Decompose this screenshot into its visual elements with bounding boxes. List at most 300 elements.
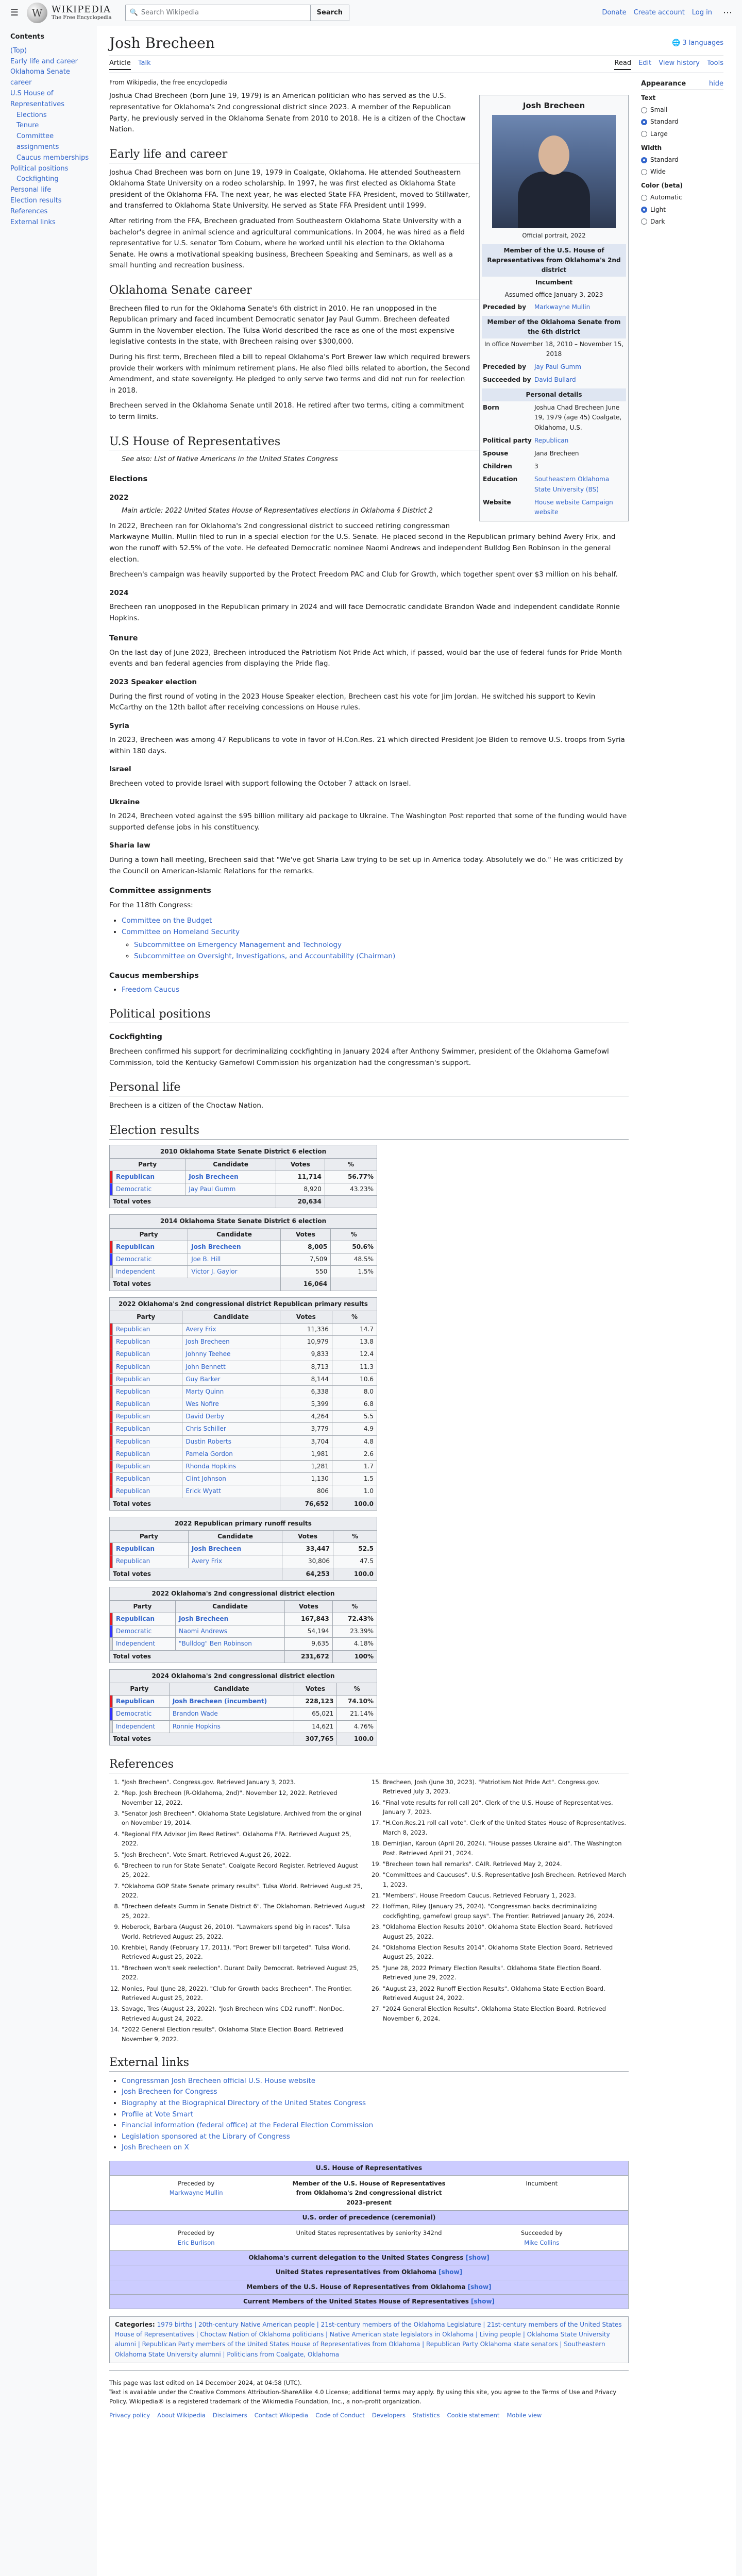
reference-item[interactable]: 3. "Senator Josh Brecheen". Oklahoma State Legislature. Archived from the original on November 19, 2014.: [122, 1809, 367, 1828]
candidate-cell[interactable]: Joe B. Hill: [188, 1253, 280, 1266]
succession-role: Member of the U.S. House of Representatives from Oklahoma's 2nd congressional district 2023–present: [292, 2180, 446, 2206]
table-row: [110, 1361, 377, 1373]
infobox-preceded-label-2: Preceded by: [483, 363, 527, 370]
column-header: Votes: [294, 1683, 336, 1696]
create-account-link[interactable]: Create account: [633, 8, 685, 16]
search-input[interactable]: [125, 5, 311, 21]
paragraph: For the 118th Congress:: [109, 901, 193, 910]
paragraph: Joshua Chad Brecheen was born on June 19, 1979 in Coalgate, Oklahoma. He attended Southeastern Oklahoma State University on a rodeo scholarship. In 1997, he was first elected as Oklahoma State president of the Oklahoma FFA. The next year, he was elected State FFA President, moved to Stillwater, and transferred to Oklahoma State University. He served as State FFA President until 1999.: [109, 168, 470, 210]
navbox-title: United States representatives from Oklahoma: [275, 2268, 436, 2276]
navbox-bar[interactable]: [110, 2265, 628, 2279]
party-cell[interactable]: Independent: [113, 1266, 188, 1278]
party-cell[interactable]: Democratic: [113, 1253, 188, 1266]
table-row: [110, 1253, 377, 1266]
candidate-cell[interactable]: "Bulldog" Ben Robinson: [175, 1638, 284, 1650]
candidate-cell[interactable]: Jay Paul Gumm: [185, 1183, 276, 1196]
text-size-title: Text: [641, 94, 656, 101]
reference-item[interactable]: 6. "Brecheen to run for State Senate". Coalgate Record Register. Retrieved August 25, 2022.: [122, 1861, 367, 1880]
percent-cell: 48.5%: [331, 1253, 377, 1266]
table-header-row: [110, 1530, 377, 1543]
reference-item[interactable]: 19. "Brecheen town hall remarks". CAIR. Retrieved May 2, 2024.: [383, 1859, 629, 1869]
total-votes: 20,634: [276, 1196, 325, 1208]
table-row: [110, 1485, 377, 1498]
total-label: Total votes: [110, 1196, 276, 1208]
main-menu-icon[interactable]: ☰: [10, 7, 19, 18]
column-header: Party: [110, 1311, 182, 1323]
toc-item-committees[interactable]: Committee assignments: [16, 132, 59, 151]
reference-item[interactable]: 11. "Brecheen won't seek reelection". Durant Daily Democrat. Retrieved August 25, 2022.: [122, 1963, 367, 1982]
total-row: [110, 1568, 377, 1580]
toc-item-elections[interactable]: Elections: [16, 111, 47, 119]
committee-link[interactable]: Subcommittee on Emergency Management and Technology: [134, 941, 342, 950]
show-toggle[interactable]: [show]: [439, 2268, 463, 2276]
candidate-cell[interactable]: Naomi Andrews: [175, 1625, 284, 1638]
percent-cell: 4.18%: [332, 1638, 377, 1650]
candidate-cell[interactable]: Josh Brecheen: [175, 1613, 284, 1625]
option-label: Wide: [650, 168, 666, 176]
candidate-cell[interactable]: John Bennett: [182, 1361, 280, 1373]
reference-item[interactable]: 2. "Rep. Josh Brecheen (R-Oklahoma, 2nd)". November 12, 2022. Retrieved November 12, 2022.: [122, 1788, 367, 1807]
candidate-cell[interactable]: Josh Brecheen: [188, 1241, 280, 1253]
reference-item[interactable]: 27. "2024 General Election Results". Oklahoma State Election Board. Retrieved November 6, 2024.: [383, 2004, 629, 2023]
reference-item[interactable]: 24. "Oklahoma Election Results 2014". Oklahoma State Election Board. Retrieved August 25, 2022.: [383, 1943, 629, 1962]
reference-item[interactable]: 13. Savage, Tres (August 23, 2022). "Josh Brecheen wins CD2 runoff". NonDoc. Retrieved August 24, 2022.: [122, 2004, 367, 2023]
infobox-value[interactable]: Republican: [534, 436, 569, 444]
percent-cell: 1.5%: [331, 1266, 377, 1278]
tab-view-history[interactable]: View history: [659, 59, 700, 67]
search-icon: 🔍: [129, 8, 138, 16]
infobox-preceded-2[interactable]: Jay Paul Gumm: [534, 363, 581, 370]
list-item: [122, 2087, 629, 2098]
party-cell[interactable]: Republican: [113, 1373, 182, 1385]
election-caption: 2022 Republican primary runoff results: [109, 1517, 377, 1530]
tab-read[interactable]: Read: [614, 58, 631, 70]
total-label: Total votes: [110, 1733, 294, 1745]
last-edited: This page was last edited on 14 December 2024, at 04:58 (UTC).: [109, 2379, 302, 2386]
column-header: %: [337, 1683, 377, 1696]
navbox-bar[interactable]: [110, 2250, 628, 2265]
party-cell[interactable]: Democratic: [113, 1625, 176, 1638]
external-link[interactable]: Josh Brecheen on X: [122, 2143, 189, 2152]
footer-link[interactable]: Code of Conduct: [315, 2411, 365, 2419]
party-cell[interactable]: Republican: [113, 1348, 182, 1361]
total-label: Total votes: [110, 1568, 282, 1580]
subsection-syria: Syria: [109, 721, 129, 730]
subsection-cockfighting: Cockfighting: [109, 1032, 162, 1041]
radio-icon: [641, 169, 647, 175]
reference-item[interactable]: 26. "August 23, 2022 Runoff Election Results". Oklahoma State Election Board. Retrieved August 24, 2022.: [383, 1984, 629, 2003]
tab-edit[interactable]: Edit: [638, 59, 652, 67]
candidate-cell[interactable]: Clint Johnson: [182, 1473, 280, 1485]
candidate-cell[interactable]: Johnny Teehee: [182, 1348, 280, 1361]
color-dark-option[interactable]: [641, 217, 723, 227]
reference-item[interactable]: 18. Demirjian, Karoun (April 20, 2024). "House passes Ukraine aid". The Washington Post. Retrieved April 21, 2024.: [383, 1839, 629, 1858]
option-label: Large: [650, 130, 668, 138]
infobox-office: Member of the U.S. House of Representatives from Oklahoma's 2nd district: [482, 244, 626, 277]
table-header-row: [110, 1158, 377, 1171]
votes-cell: 6,338: [280, 1385, 332, 1398]
search-placeholder: Search Wikipedia: [141, 8, 199, 16]
category-list[interactable]: 1979 births | 20th-century Native American people | 21st-century members of the Oklahoma Legislature | 21st-century members of the United States House of Representatives | Choctaw Nation of Oklahoma politicians | Native American state legislators in Oklahoma | Living people | Oklahoma State University alumni | Republican Party members of the United States House of Representatives from Oklahoma | Republican Party Oklahoma state senators | Southeastern Oklahoma State University alumni | Politicians from Coalgate, Oklahoma: [115, 2320, 622, 2358]
column-header: Votes: [280, 1228, 330, 1241]
candidate-cell[interactable]: Josh Brecheen: [182, 1336, 280, 1348]
column-header: Candidate: [169, 1683, 294, 1696]
party-cell[interactable]: Independent: [113, 1720, 170, 1733]
list-item: [122, 916, 629, 927]
column-header: Party: [110, 1683, 170, 1696]
paragraph: In 2022, Brecheen ran for Oklahoma's 2nd congressional district to succeed retiring congressman Markwayne Mullin. Mullin filed to run in a special election for the U.S. Senate. He placed second in the Republican primary behind Avery Frix, and won the runoff with 52.5% of the vote. He defeated Democratic nominee Naomi Andrews and independent Bulldog Ben Robinson in the general election.: [109, 521, 616, 564]
tab-talk[interactable]: Talk: [138, 59, 151, 67]
infobox-preceded[interactable]: Markwayne Mullin: [534, 303, 591, 311]
hide-button[interactable]: hide: [709, 80, 723, 88]
subsection-2022: 2022: [109, 494, 129, 502]
candidate-cell[interactable]: Wes Nofire: [182, 1398, 280, 1411]
reference-item[interactable]: 10. Krehbiel, Randy (February 17, 2011). "Port Brewer bill targeted". Tulsa World. Retrieved August 25, 2022.: [122, 1943, 367, 1962]
candidate-cell[interactable]: Brandon Wade: [169, 1708, 294, 1720]
logo-wordmark: WIKIPEDIA: [52, 4, 111, 15]
committee-link[interactable]: Subcommittee on Oversight, Investigations, and Accountability (Chairman): [134, 952, 396, 960]
list-item: [122, 2076, 629, 2087]
votes-cell: 228,123: [294, 1696, 336, 1708]
subsection-2024: 2024: [109, 588, 129, 597]
footer-link[interactable]: Statistics: [412, 2411, 440, 2419]
reference-item[interactable]: 25. "June 28, 2022 Primary Election Results". Oklahoma State Election Board. Retrieved June 29, 2022.: [383, 1963, 629, 1982]
table-row: [110, 1171, 377, 1183]
text-large-option[interactable]: [641, 129, 723, 139]
option-label: Small: [650, 106, 668, 114]
percent-cell: 8.0: [332, 1385, 377, 1398]
subsection-elections: Elections: [109, 475, 148, 484]
site-header: [0, 0, 742, 26]
party-cell[interactable]: Democratic: [113, 1183, 185, 1196]
votes-cell: 33,447: [282, 1543, 333, 1555]
votes-cell: 806: [280, 1485, 332, 1498]
committee-link[interactable]: Committee on the Budget: [122, 917, 212, 925]
search-button[interactable]: Search: [310, 5, 349, 21]
reference-item[interactable]: 12. Monies, Paul (June 28, 2022). "Club for Growth backs Brecheen". The Frontier. Retrieved August 25, 2022.: [122, 1984, 367, 2003]
party-cell[interactable]: Republican: [113, 1485, 182, 1498]
party-cell[interactable]: Independent: [113, 1638, 176, 1650]
total-percent: [325, 1196, 377, 1208]
party-cell[interactable]: Republican: [113, 1385, 182, 1398]
appearance-label: Appearance: [641, 80, 686, 88]
category-links: [109, 2316, 629, 2363]
table-row: [110, 1448, 377, 1460]
page-tabs: [109, 56, 723, 73]
votes-cell: 1,130: [280, 1473, 332, 1485]
candidate-cell[interactable]: Avery Frix: [188, 1555, 282, 1568]
committee-link[interactable]: Committee on Homeland Security: [122, 927, 240, 936]
preceded-label: Preceded by: [178, 2180, 215, 2188]
percent-cell: 74.10%: [337, 1696, 377, 1708]
reference-item[interactable]: 1. "Josh Brecheen". Congress.gov. Retrieved January 3, 2023.: [122, 1777, 367, 1787]
total-percent: 100.0: [332, 1498, 377, 1510]
footer-link[interactable]: Contact Wikipedia: [254, 2411, 309, 2419]
list-item: [122, 927, 629, 962]
candidate-cell[interactable]: Josh Brecheen (incumbent): [169, 1696, 294, 1708]
external-link[interactable]: Legislation sponsored at the Library of Congress: [122, 2132, 290, 2141]
page-title: Josh Brecheen: [109, 35, 215, 52]
party-cell[interactable]: Republican: [113, 1423, 182, 1435]
reference-item[interactable]: 16. "Final vote results for roll call 20". Clerk of the U.S. House of Representatives. January 7, 2023.: [383, 1798, 629, 1817]
party-cell[interactable]: Democratic: [113, 1708, 170, 1720]
paragraph: During a town hall meeting, Brecheen said that "We've got Sharia Law trying to be set up in America today. Absolutely we do." He was criticized by the Council on American-Islamic Relations for the remarks.: [109, 856, 623, 875]
color-light-option[interactable]: [641, 205, 723, 215]
prev-link[interactable]: Eric Burlison: [177, 2239, 215, 2246]
party-cell[interactable]: Republican: [113, 1613, 176, 1625]
toc-item-cockfighting[interactable]: Cockfighting: [16, 175, 59, 183]
party-cell[interactable]: Republican: [113, 1435, 182, 1448]
candidate-cell[interactable]: Ronnie Hopkins: [169, 1720, 294, 1733]
column-header: %: [325, 1158, 377, 1171]
paragraph: In 2024, Brecheen voted against the $95 billion military aid package to Ukraine. The Washington Post reported that some of the funding would have supported defense jobs in his constituency.: [109, 812, 627, 832]
radio-icon: [641, 218, 647, 225]
party-cell[interactable]: Republican: [113, 1696, 170, 1708]
toc-item-oklahoma-senate[interactable]: Oklahoma Senate career: [10, 68, 70, 87]
votes-cell: 65,021: [294, 1708, 336, 1720]
donate-link[interactable]: Donate: [602, 8, 627, 16]
party-cell[interactable]: Republican: [113, 1398, 182, 1411]
column-header: Candidate: [188, 1228, 280, 1241]
votes-cell: 10,979: [280, 1336, 332, 1348]
party-cell[interactable]: Republican: [113, 1323, 182, 1335]
party-cell[interactable]: Republican: [113, 1361, 182, 1373]
infobox-succeeded-2[interactable]: David Bullard: [534, 376, 576, 383]
total-votes: 231,672: [285, 1650, 333, 1663]
toc-item-top[interactable]: (Top): [10, 46, 27, 55]
votes-cell: 550: [280, 1266, 330, 1278]
external-link[interactable]: Biography at the Biographical Directory of the United States Congress: [122, 2098, 366, 2107]
table-row: [110, 1336, 377, 1348]
candidate-cell[interactable]: Rhonda Hopkins: [182, 1461, 280, 1473]
preceded-link[interactable]: Markwayne Mullin: [169, 2189, 223, 2197]
caucus-list: [122, 985, 629, 996]
column-header: Party: [110, 1158, 185, 1171]
log-in-link[interactable]: Log in: [692, 8, 712, 16]
election-table: [109, 1517, 377, 1581]
reference-item[interactable]: 14. "2022 General Election results". Oklahoma State Election Board. Retrieved November 9, 2022.: [122, 2025, 367, 2044]
color-automatic-option[interactable]: [641, 193, 723, 202]
percent-cell: 43.23%: [325, 1183, 377, 1196]
toc-item-caucus[interactable]: Caucus memberships: [16, 154, 89, 162]
reference-item[interactable]: 5. "Josh Brecheen". Vote Smart. Retrieved August 26, 2022.: [122, 1850, 367, 1859]
candidate-cell[interactable]: David Derby: [182, 1411, 280, 1423]
party-cell[interactable]: Republican: [113, 1473, 182, 1485]
party-cell[interactable]: Republican: [113, 1555, 189, 1568]
infobox-value[interactable]: Southeastern Oklahoma State University (BS): [534, 476, 610, 493]
percent-cell: 11.3: [332, 1361, 377, 1373]
external-link[interactable]: Financial information (federal office) at the Federal Election Commission: [122, 2121, 374, 2130]
election-table: [109, 1669, 377, 1745]
tab-tools[interactable]: Tools: [706, 59, 723, 67]
percent-cell: 5.5: [332, 1411, 377, 1423]
infobox-office-2: Member of the Oklahoma Senate from the 6th district: [482, 316, 626, 338]
external-link[interactable]: Josh Brecheen for Congress: [122, 2088, 217, 2096]
percent-cell: 56.77%: [325, 1171, 377, 1183]
total-percent: [331, 1278, 377, 1291]
reference-item[interactable]: 15. Brecheen, Josh (June 30, 2023). "Patriotism Not Pride Act". Congress.gov. Retrieved July 3, 2023.: [383, 1777, 629, 1797]
toc-item-personal-life[interactable]: Personal life: [10, 186, 52, 194]
section-references: References: [109, 1757, 629, 1773]
candidate-cell[interactable]: Chris Schiller: [182, 1423, 280, 1435]
navbox-bar[interactable]: [110, 2294, 628, 2309]
section-personal-life: Personal life: [109, 1080, 629, 1096]
footer-link[interactable]: Disclaimers: [212, 2411, 247, 2419]
language-button[interactable]: 🌐 3 languages: [671, 39, 723, 47]
external-links-list: [122, 2076, 629, 2154]
percent-cell: 10.6: [332, 1373, 377, 1385]
show-toggle[interactable]: [show]: [467, 2283, 492, 2291]
reference-item[interactable]: 8. "Brecheen defeats Gumm in Senate District 6". The Oklahoman. Retrieved August 25, 2022.: [122, 1902, 367, 1921]
width-wide-option[interactable]: [641, 167, 723, 177]
radio-icon: [641, 131, 647, 137]
reference-item[interactable]: 22. Hoffman, Riley (January 25, 2024). "Congressman backs decriminalizing cockfighting, gamefowl group says". The Frontier. Retrieved January 26, 2024.: [383, 1902, 629, 1921]
text-small-option[interactable]: [641, 105, 723, 115]
party-cell[interactable]: Republican: [113, 1543, 189, 1555]
total-row: [110, 1196, 377, 1208]
percent-cell: 21.14%: [337, 1708, 377, 1720]
table-row: [110, 1323, 377, 1335]
percent-cell: 13.8: [332, 1336, 377, 1348]
candidate-cell[interactable]: Marty Quinn: [182, 1385, 280, 1398]
reference-item[interactable]: 7. "Oklahoma GOP State Senate primary results". Tulsa World. Retrieved August 25, 2022.: [122, 1882, 367, 1901]
reference-item[interactable]: 9. Hoberock, Barbara (August 26, 2010). "Lawmakers spend big in races". Tulsa World. Retrieved August 25, 2022.: [122, 1922, 367, 1941]
subsection-sharia: Sharia law: [109, 841, 150, 850]
party-cell[interactable]: Republican: [113, 1411, 182, 1423]
votes-cell: 8,920: [276, 1183, 325, 1196]
table-header-row: [110, 1600, 377, 1613]
precedence-head: U.S. order of precedence (ceremonial): [110, 2210, 628, 2225]
votes-cell: 8,713: [280, 1361, 332, 1373]
candidate-cell[interactable]: Erick Wyatt: [182, 1485, 280, 1498]
subsection-speaker: 2023 Speaker election: [109, 677, 197, 686]
caucus-link[interactable]: Freedom Caucus: [122, 985, 180, 994]
candidate-cell[interactable]: Dustin Roberts: [182, 1435, 280, 1448]
footer-link[interactable]: Mobile view: [507, 2411, 542, 2419]
column-header: %: [332, 1600, 377, 1613]
party-cell[interactable]: Republican: [113, 1171, 185, 1183]
candidate-cell[interactable]: Avery Frix: [182, 1323, 280, 1335]
navbox-bar[interactable]: [110, 2280, 628, 2294]
candidate-cell[interactable]: Guy Barker: [182, 1373, 280, 1385]
total-percent: 100.0: [337, 1733, 377, 1745]
footer-link[interactable]: Cookie statement: [447, 2411, 500, 2419]
reference-item[interactable]: 4. "Regional FFA Advisor Jim Reed Retires". Oklahoma FFA. Retrieved August 25, 2022.: [122, 1829, 367, 1849]
toc-item-external-links[interactable]: External links: [10, 218, 56, 226]
reference-item[interactable]: 20. "Committees and Caucuses". U.S. Representative Josh Brecheen. Retrieved March 1, 2023.: [383, 1870, 629, 1889]
portrait-image[interactable]: [492, 115, 616, 228]
precedence-role: United States representatives by seniority 342nd: [296, 2229, 442, 2237]
show-toggle[interactable]: [show]: [471, 2297, 495, 2305]
infobox-assumed: Assumed office January 3, 2023: [504, 291, 603, 298]
next-link[interactable]: Mike Collins: [524, 2239, 560, 2246]
toc-item-early-life[interactable]: Early life and career: [10, 57, 78, 65]
footer-link[interactable]: Developers: [372, 2411, 406, 2419]
paragraph: Brecheen is a citizen of the Choctaw Nation.: [109, 1101, 264, 1110]
paragraph: After retiring from the FFA, Brecheen graduated from Southeastern Oklahoma State University with a bachelor's degree in animal science and agricultural communications. In 2004, he was hired as a field representative for U.S. senator Tom Coburn, where he worked until his election to the Oklahoma Senate. He owns a motivational speaking business, Brecheen Speaking and Seminars, as well as a small hunting and recreation business.: [109, 216, 465, 270]
succession-box: [109, 2161, 629, 2309]
subsection-israel: Israel: [109, 765, 131, 774]
infobox-name: Josh Brecheen: [522, 101, 585, 111]
infobox-term-2: In office November 18, 2010 – November 15, 2018: [484, 341, 624, 358]
candidate-cell[interactable]: Josh Brecheen: [188, 1543, 282, 1555]
show-toggle[interactable]: [show]: [465, 2254, 490, 2262]
list-item: [122, 985, 629, 996]
navbox-title: Oklahoma's current delegation to the United States Congress: [248, 2254, 464, 2262]
option-label: Standard: [650, 118, 679, 126]
votes-cell: 1,981: [280, 1448, 332, 1460]
hatnote[interactable]: Main article: 2022 United States House of Representatives elections in Oklahoma § District 2: [122, 507, 433, 515]
paragraph: On the last day of June 2023, Brecheen introduced the Patriotism Not Pride Act which, if passed, would bar the use of federal funds for Pride Month events and ban federal agencies from displaying the Pride flag.: [109, 648, 622, 668]
table-row: [110, 1183, 377, 1196]
toc-item-references[interactable]: References: [10, 207, 48, 215]
section-us-house: U.S House of Representatives: [109, 434, 629, 451]
toc-item-us-house[interactable]: U.S House of Representatives: [10, 89, 65, 108]
wikipedia-logo[interactable]: [27, 3, 112, 23]
total-votes: 307,765: [294, 1733, 336, 1745]
toc-item-election-results[interactable]: Election results: [10, 196, 62, 205]
width-standard-option[interactable]: [641, 155, 723, 165]
external-link[interactable]: Profile at Vote Smart: [122, 2110, 194, 2119]
party-cell[interactable]: Republican: [113, 1241, 188, 1253]
column-header: Party: [110, 1600, 176, 1613]
option-label: Dark: [650, 217, 665, 225]
toc-title: Contents: [10, 33, 44, 41]
party-cell[interactable]: Republican: [113, 1448, 182, 1460]
user-menu-icon[interactable]: ⋯: [723, 7, 732, 18]
infobox-value[interactable]: House website Campaign website: [534, 498, 613, 516]
prev-label: Preceded by: [178, 2229, 215, 2237]
party-cell[interactable]: Republican: [113, 1461, 182, 1473]
reference-item[interactable]: 17. "H.Con.Res.21 roll call vote". Clerk of the United States House of Representatives. March 8, 2023.: [383, 1818, 629, 1837]
candidate-cell[interactable]: Victor J. Gaylor: [188, 1266, 280, 1278]
table-row: [110, 1555, 377, 1568]
paragraph: Brecheen served in the Oklahoma Senate until 2018. He retired after two terms, citing a commitment to term limits.: [109, 401, 464, 421]
paragraph: Brecheen filed to run for the Oklahoma Senate's 6th district in 2010. He ran unopposed in the Republican primary and faced incumbent Democratic senator Jay Paul Gumm. Brecheen defeated Gumm in the November election. The Tulsa World described the race as one of the most expensive legislative contests in the state, with Brecheen raising over $300,000.: [109, 304, 454, 346]
section-oklahoma-senate: Oklahoma Senate career: [109, 283, 629, 299]
footer-link[interactable]: Privacy policy: [109, 2411, 150, 2419]
percent-cell: 23.39%: [332, 1625, 377, 1638]
radio-icon: [641, 207, 647, 213]
appearance-title: [641, 79, 723, 90]
table-row: [110, 1613, 377, 1625]
list-item: [122, 2120, 629, 2131]
toc-item-political-positions[interactable]: Political positions: [10, 164, 69, 173]
reference-list: [122, 1777, 629, 2044]
footer-link[interactable]: About Wikipedia: [157, 2411, 206, 2419]
paragraph: Brecheen voted to provide Israel with support following the October 7 attack on Israel.: [109, 779, 411, 788]
candidate-cell[interactable]: Josh Brecheen: [185, 1171, 276, 1183]
radio-icon: [641, 157, 647, 163]
column-header: Candidate: [185, 1158, 276, 1171]
candidate-cell[interactable]: Pamela Gordon: [182, 1448, 280, 1460]
percent-cell: 14.7: [332, 1323, 377, 1335]
party-cell[interactable]: Republican: [113, 1336, 182, 1348]
reference-item[interactable]: 21. "Members". House Freedom Caucus. Retrieved February 1, 2023.: [383, 1891, 629, 1900]
tab-article[interactable]: Article: [109, 58, 131, 70]
election-caption: 2024 Oklahoma's 2nd congressional district election: [109, 1669, 377, 1683]
text-standard-option[interactable]: [641, 117, 723, 127]
column-header: Votes: [280, 1311, 332, 1323]
infobox-personal-head: Personal details: [482, 388, 626, 401]
hatnote[interactable]: See also: List of Native Americans in the United States Congress: [122, 455, 338, 464]
table-row: [110, 1638, 377, 1650]
toc-item-tenure[interactable]: Tenure: [16, 122, 39, 130]
external-link[interactable]: Congressman Josh Brecheen official U.S. House website: [122, 2076, 316, 2085]
votes-cell: 9,833: [280, 1348, 332, 1361]
reference-item[interactable]: 23. "Oklahoma Election Results 2010". Oklahoma State Election Board. Retrieved August 25, 2022.: [383, 1922, 629, 1941]
total-percent: 100%: [332, 1650, 377, 1663]
